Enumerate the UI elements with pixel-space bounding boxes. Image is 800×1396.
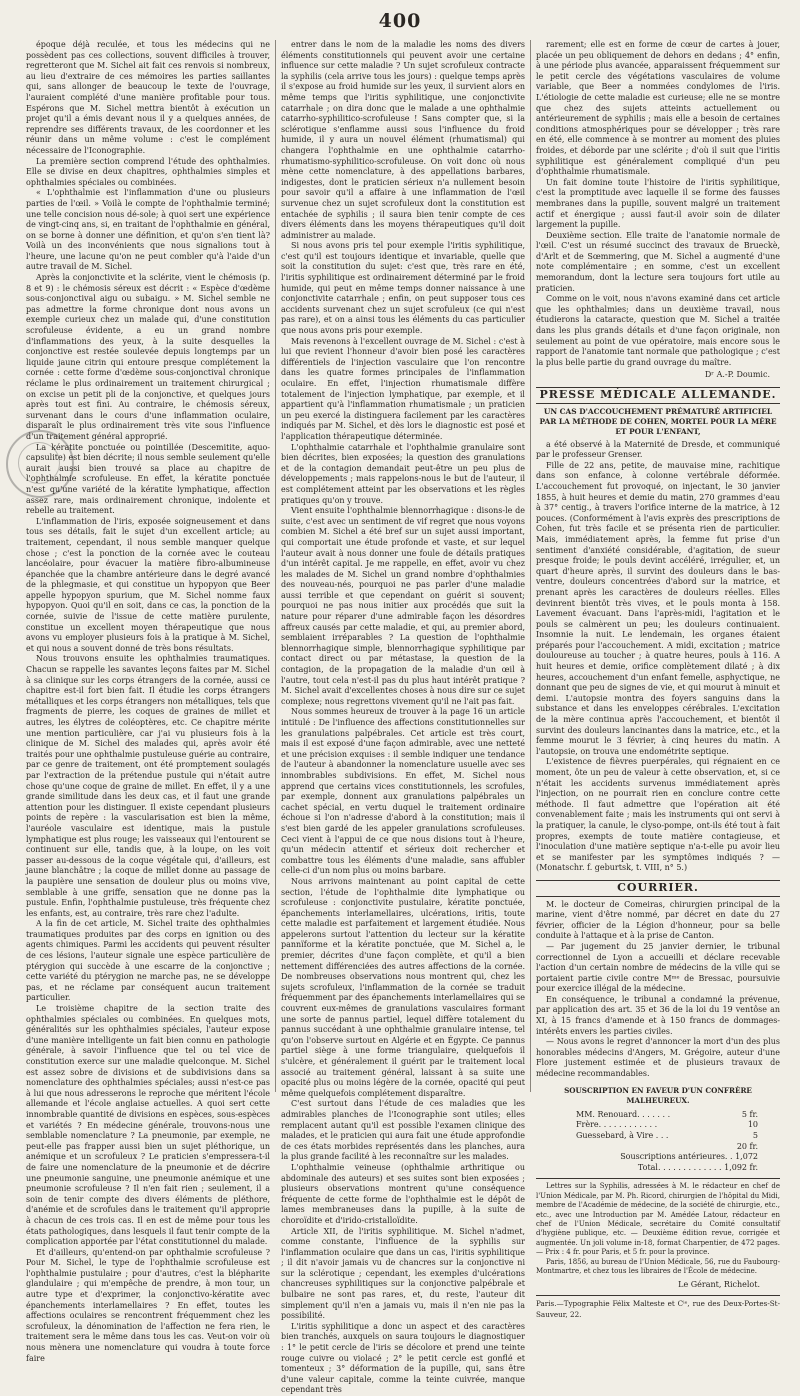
paragraph: A la fin de cet article, M. Sichel traite des ophthalmies traumatiques produites par des corps en ignition ou des agents chimiques. Parmi les accidents qui peuvent résulter de ces lésions, l'auteur signale une espèce particulière de ptérygion qui succède à une escarre de la conjonctive ; cette variété du ptérygion ne marche pas, ne se développe pas, et ne réclame par conséquent aucun traitement particulier. [26,919,270,1003]
paragraph: Comme on le voit, nous n'avons examiné dans cet article que les ophthalmies; dans un deuxième travail, nous étudierons la cataracte, question que M. Sichel a traitée dans les plus grands détails et d'une façon originale, non seulement au point de vue opératoire, mais encore sous le rapport de l'anatomie tant normale que pathologique ; c'est la plus belle partie du grand ouvrage du maître. [536,294,780,367]
paragraph: La kératite ponctuée ou pointillée (Descemitite, aquo-capsulite) est bien décrite; il nous semble seulement qu'elle aurait aussi bien trouvé sa place au chapitre de l'ophthalmie scrofuleuse. En effet, la kératite ponctuée n'est qu'une variété de la kératite lymphatique, affection assez rare, mais ordinairement chronique, indolente et rebelle au traitement. [26,442,270,516]
paragraph: Nous trouvons ensuite les ophthalmies traumatiques. Chacun se rappelle les savantes leçons faites par M. Sichel à sa clinique sur les corps étrangers de la cornée, aussi ce chapitre est-il fort bien fait. Il étudie les corps étrangers métalliques et les corps étrangers non métalliques, tels que fragments de pierre, les coques de graines de millet et autres, les élytres de coléoptères, etc. Ce chapitre mérite une mention particulière, car j'ai vu plusieurs fois à la clinique de M. Sichel des malades qui, après avoir été traités pour une ophthalmie pustuleuse guérie au contraire, par ce genre de traitement, ont été promptement soulagés par l'extraction de la prétendue pustule qui n'était autre chose qu'une coque de graine de millet. En effet, il y a une grande similitude dans les deux cas, et il faut une grande attention pour les distinguer. Il existe cependant plusieurs points de repère : la vascularisation est bien la même, l'auréole vasculaire est identique, mais la pustule lymphatique est plus rouge; les vaisseaux qui l'entourent se continuent sur elle, tandis que, à la loupe, on les voit passer au-dessous de la coque végétale qui, d'ailleurs, est jaune blanchâtre ; la coque de millet donne au passage de la paupière une sensation de douleur plus ou moins vive, semblable à une griffe, sensation que ne donne pas la pustule. Enfin, l'ophthalmie pustuleuse, très fréquente chez les enfants, est, au contraire, très rare chez l'adulte. [26,654,270,918]
book-notice: Lettres sur la Syphilis, adressées à M. le rédacteur en chef de l'Union Médicale, par M. Ph. Ricord, chirurgien de l'hôpital du Midi, membre de l'Académie de médecine, de la société de chirurgie, etc., etc., avec une Introduction par M. Amédée Latour, rédacteur en chef de l'Union Médicale, secrétaire du Comité consultatif d'hygiène publique, etc. — Deuxième édition revue, corrigée et augmentée. Un joli volume in-18, format Charpentier, de 472 pages. — Prix : 4 fr. pour Paris, et 5 fr. pour la province. [536,1178,780,1257]
paragraph: C'est surtout dans l'étude de ces maladies que les admirables planches de l'Iconographie sont utiles; elles remplacent autant qu'il est possible l'examen clinique des malades, et le praticien qui aura fait une étude approfondie de ces états morbides représentés dans les planches, aura la plus grande facilité à les reconnaître sur les malades. [281,1099,525,1162]
paragraph: « L'ophthalmie est l'inflammation d'une ou plusieurs parties de l'œil. » Voilà le compte de l'ophthalmie terminé; une telle concision nous dé-sole; à quoi sert une expérience de vingt-cinq ans, si, en traitant de l'ophthalmie en général, on se borne à donner une définition, et qu'on s'en tient là? Voilà un des inconvénients que nous signalions tout à l'heure, une lacune qu'on ne peut combler qu'à l'aide d'un autre travail de M. Sichel. [26,188,270,272]
column-right [536,40,780,1319]
paragraph: Nous sommes heureux de trouver à la page 16 un article intitulé : De l'influence des affections constitutionnelles sur les granulations palpébrales. Cet article est très court, mais il est exposé d'une façon admirable, avec une netteté et une précision exquises : il semble indiquer une tendance de l'auteur à abandonner la nomenclature usuelle avec ses innombrables subdivisions. En effet, M. Sichel nous apprend que certains vices constitutionnels, les scrofules, par exemple, donnent aux granulations palpébrales un cachet spécial, en vertu duquel le traitement ordinaire échoue si l'on n'adresse d'abord à la constitution; mais il s'est bien gardé de les appeler granulations scrofuleuses. Ceci vient à l'appui de ce que nous disions tout à l'heure, qu'un médecin attentif et sérieux doit rechercher et combattre tous les éléments d'une maladie, sans affubler celle-ci d'un nom plus ou moins barbare. [281,707,525,876]
paragraph: Après la conjonctivite et la sclérite, vient le chémosis (p. 8 et 9) : le chémosis séreux est décrit : « Espèce d'œdème sous-conjonctival aigu ou subaigu. » M. Sichel semble ne pas admettre la forme chronique dont nous avons un exemple curieux chez un malade qui, d'une constitution scrofuleuse évidente, a eu un grand nombre d'inflammations des yeux, à la suite desquelles la conjonctive est restée soulevée depuis longtemps par un liquide jaune citrin qui entoure presque complétement la cornée : cette forme d'œdème sous-conjonctival chronique réclame le plus ordinairement un traitement chirurgical ; on excise un petit pli de la conjonctive, et quelques jours après tout est fini. Au contraire, le chémosis séreux, survenant dans le cours d'une inflammation oculaire, disparaît le plus ordinairement très vite sous l'influence d'un traitement général approprié. [26,273,270,441]
paragraph: époque déjà reculée, et tous les médecins qui ne possèdent pas ces collections, souvent difficiles à trouver, regretteront que M. Sichel ait fait ces renvois si nombreux, au lieu d'extraire de ces mémoires les parties saillantes qui, sans allonger de beaucoup le texte de l'ouvrage, l'auraient complété d'une manière profitable pour tous. Espérons que M. Sichel mettra bientôt à exécution un projet qu'il a émis devant nous il y a quelques années, de reprendre ses différents travaux, de les coordonner et les réunir dans un même volume : c'est le complément nécessaire de l'Iconographie. [26,40,270,155]
column-middle [281,40,525,1395]
subscription-row [536,1131,780,1142]
paragraph: — Nous avons le regret d'annoncer la mort d'un des plus honorables médecins d'Angers, M. Grégoire, auteur d'une Flore justement estimée et de plusieurs travaux de médecine recommandables. [536,1037,780,1079]
section-heading-courrier: COURRIER. [536,880,780,897]
paragraph: Si nous avons pris tel pour exemple l'iritis syphilitique, c'est qu'il est toujours identique et invariable, quelle que soit la constitution du sujet: c'est que, très rare en été, l'iritis syphilitique est ordinairement déterminé par le froid humide, qui peut en même temps donner naissance à une conjonctivite catarrhale ; enfin, on peut supposer tous ces accidents survenant chez un sujet scrofuleux (ce qui n'est pas rare), et on a ainsi tous les éléments du cas particulier que nous avons pris pour exemple. [281,241,525,336]
paragraph: L'ophthalmie veineuse (ophthalmie arthritique ou abdominale des auteurs) et ses suites sont bien exposées ; plusieurs observations montrent qu'une conséquence fréquente de cette forme de l'ophthalmie est le dépôt de lames membraneuses dans la pupille, à la suite de choroïdite et d'irido-cristalloïdite. [281,1162,525,1225]
section-heading-press: PRESSE MÉDICALE ALLEMANDE. [536,387,780,404]
paragraph: Et d'ailleurs, qu'entend-on par ophthalmie scrofuleuse ? Pour M. Sichel, le type de l'ophthalmie scrofuleuse est l'ophthalmie pustulaire ; pour d'autres, c'est la blépharite glandulaire ; qui m'empêche de prendre, à mon tour, un autre type et d'exprimer, la conjonctivo-kératite avec épanchements interlamellaires ? En effet, toutes les affections oculaires se rencontrent fréquemment chez les scrofuleux, la dénomination de l'affection ne fera rien, le traitement sera le même dans tous les cas. Veut-on voir où nous mènera une nomenclature qui voudra à toute force faire [26,1247,270,1363]
subscriber-amount: 10 [747,1120,758,1130]
author-signature: Dʳ A.-P. Doumic. [704,370,770,380]
subscription-row [536,1110,780,1121]
book-notice-address: Paris, 1856, au bureau de l'Union Médicale, 56, rue du Faubourg-Montmartre, et chez tous les libraires de l'École de médecine. [536,1257,780,1276]
paragraph: La première section comprend l'étude des ophthalmies. Elle se divise en deux chapitres, ophthalmies simples et ophthalmies spéciales ou combinées. [26,156,270,187]
paragraph: a été observé à la Maternité de Dresde, et communiqué par le professeur Grenser. [536,439,780,460]
paragraph: Fille de 22 ans, petite, de mauvaise mine, rachitique dans son enfance, à colonne vertébrale déformée. L'accouchement fut provoqué, on injectant, le 30 janvier 1855, à huit heures et demie du matin, 270 grammes d'eau à 37° centig., à travers l'orifice interne de la matrice, à 12 pouces. (Conformément à l'avis exprès des prescriptions de Cohen, fut très facile et se présenta rien de particulier. Mais, immédiatement après, la femme fut prise d'un sentiment d'anxiété considérable, d'agitation, de sueur presque froide; le pouls devint accéléré, irrégulier, et, un quart d'heure après, il survint des douleurs dans le bas-ventre, douleurs concentrées d'abord sur la matrice, et prenant après les caractères de douleurs réelles. Elles devinrent bientôt très vives, et le pouls monta à 158. Lavement évacuant. Dans l'après-midi, l'agitation et le pouls se calmèrent un peu; les douleurs continuaient. Insomnie la nuit. Le lendemain, les organes étaient préparés pour l'accouchement. A midi, excitation ; matrice douloureuse au toucher ; à quatre heures, pouls à 116. A huit heures et demie, orifice complètement dilaté ; à dix heures, accouchement d'un enfant femelle, asphyctique, ne donnant que peu de signes de vie, et qui mourut à minuit et demi. L'autopsie montra des foyers sanguins dans la substance et dans les enveloppes cérébrales. L'excitation de la mère continua après l'accouchement, et bientôt il survint des douleurs lancinantes dans la matrice, etc., et la femme mourut le 3 février, à cinq heures du matin. A l'autopsie, on trouva une endométrite septique. [536,460,780,756]
paragraph: M. le docteur de Comeiras, chirurgien principal de la marine, vient d'être nommé, par décret en date du 27 février, officier de la Légion d'honneur, pour sa belle conduite à l'attaque et à la prise de Canton. [536,899,780,941]
subscription-total: Total. . . . . . . . . . . . . 1,092 fr. [637,1162,758,1172]
printer-imprint: Paris.—Typographie Félix Malteste et Cⁱᵉ, rue des Deux-Portes-St-Sauveur, 22. [536,1295,780,1320]
paragraph: Un fait domine toute l'histoire de l'iritis syphilitique, c'est la promptitude avec laquelle il se forme des fausses membranes dans la pupille, souvent malgré un traitement actif et énergique ; aussi faut-il avoir soin de dilater largement la pupille. [536,177,780,230]
subscription-title: SOUSCRIPTION EN FAVEUR D'UN CONFRÈRE MALHEUREUX. [564,1085,752,1106]
page-number: 400 [378,10,422,32]
paragraph: L'iritis syphilitique a donc un aspect et des caractères bien tranchés, auxquels on saura toujours le diagnostiquer : 1° le petit cercle de l'iris se décolore et prend une teinte rouge cuivre ou violacé ; 2° le petit cercle est gonflé et tomenteux ; 3° déformation de la pupille, qui, sans être d'une valeur capitale, comme la teinte cuivrée, manque cependant très [281,1321,525,1395]
paragraph: Mais revenons à l'excellent ouvrage de M. Sichel : c'est à lui que revient l'honneur d'avoir bien posé les caractères différentiels de l'injection vasculaire que l'on rencontre dans les quatre formes principales de l'inflammation oculaire. En effet, l'injection rhumatismale diffère totalement de l'injection lymphatique, par exemple, et il appartient qu'à l'inflammation rhumatismale ; un praticien un peu exercé la distinguera facilement par les caractères indiqués par M. Sichel, et dès lors le diagnostic est posé et l'application thérapeutique déterminée. [281,336,525,441]
paragraph: — Par jugement du 25 janvier dernier, le tribunal correctionnel de Lyon a accueilli et déclare recevable l'action d'un certain nombre de médecins de la ville qui se portaient partie civile contre Mᵐᵉ de Bressac, poursuivie pour exercice illégal de la médecine. [536,941,780,994]
subscription-row [536,1120,780,1131]
paragraph: L'existence de fièvres puerpérales, qui régnaient en ce moment, ôte un peu de valeur à cette observation, et, si ce n'était les accidents survenus immédiatement après l'injection, on ne pourrait rien en conclure contre cette méthode. Il faut admettre que l'opération ait été convenablement faite ; mais les instruments qui ont servi à la pratiquer, la canule, le clyso-pompe, ont-ils été tout à fait propres, exempts de toute matière contagieuse, et l'inoculation d'une matière septique n'a-t-elle pu avoir lieu et se manifester par les symptômes indiqués ? — (Monatschr. f. geburtsk, t. VIII, n° 5.) [536,757,780,873]
subscriber-name: MM. Renouard. . . . . . . [576,1109,671,1119]
subscriber-name: Frère. . . . . . . . . . . . [576,1120,658,1130]
paragraph: Le troisième chapitre de la section traite des ophthalmies spéciales ou combinées. En quelques mots, généralités sur les ophthalmies spéciales, l'auteur expose d'une manière intelligente un fait bien connu en pathologie générale, à savoir l'influence que tel ou tel vice de constitution exerce sur une maladie quelconque. M. Sichel est assez sobre de divisions et de subdivisions dans sa nomenclature des ophthalmies spéciales; aussi n'est-ce pas à lui que nous adresserons le reproche que méritent l'école allemande et l'école anglaise actuelles. A quoi sert cette innombrable quantité de divisions en espèces, sous-espèces et variétés ? En médecine générale, trouvons-nous une semblable nomenclature ? La pneumonie, par exemple, ne peut-elle pas frapper aussi bien un sujet pléthorique, un anémique et un scrofuleux ? Le praticien s'empressera-t-il de faire une nomenclature de la pneumonie et de décrire une pneumonie sanguine, une pneumonie anémique et une pneumonie scrofuleuse ? Il n'en fait rien ; seulement, il a soin de tenir compte des divers éléments de pléthore, d'anémie et de scrofules dans le traitement qu'il approprie à chacun de ces trois cas. Il en est de même pour tous les états pathologiques, dans lesquels il faut tenir compte de la complication apportée par l'état constitutionnel du malade. [26,1004,270,1247]
paragraph: entrer dans le nom de la maladie les noms des divers éléments constitutionnels qui peuvent avoir une certaine influence sur cette maladie ? Un sujet scrofuleux contracte la syphilis (cela arrive tous les jours) : quelque temps après il s'expose au froid humide sur les yeux, il survient alors en même temps que l'iritis syphilitique, une conjonctivite catarrhale ; on dira donc que le malade a une ophthalmie catarrho-syphilitico-scrofuleuse ! Sans compter que, si la sclérotique s'enflamme aussi sous l'influence du froid humide, il y aura un nouvel élément (rhumatismal) qui changera l'ophthalmie en une ophthalmie catarrho-rhumatismo-syphilitico-scrofuleuse. On voit donc où nous mène cette nomenclature, à des appellations barbares, indigestes, dont le praticien sérieux n'a nullement besoin pour savoir qu'il a affaire à une inflammation de l'œil survenue chez un sujet scrofuleux dont la constitution est entachée de syphilis ; il saura bien tenir compte de ces divers éléments dans les moyens thérapeutiques qu'il doit administrer au malade. [281,40,525,240]
column-left [26,40,270,1363]
paragraph: Deuxième section. Elle traite de l'anatomie normale de l'œil. C'est un résumé succinct des travaux de Brueckè, d'Arlt et de Sœmmering, que M. Sichel a augmenté d'une note complémentaire ; en somme, c'est un excellent memorandum, dont la lecture sera toujours fort utile au praticien. [536,230,780,293]
paragraph: Nous arrivons maintenant au point capital de cette section, l'étude de l'ophthalmie dite lymphatique ou scrofuleuse : conjonctivite pustulaire, kératite ponctuée, épanchements interlamellaires, ulcérations, iritis, toute cette maladie est parfaitement et largement étudiée. Nous appelerons surtout l'attention du lecteur sur la kératite pannïforme et la kératite ponctuée, que M. Sichel a, le premier, décrites d'une façon complète, et qu'il a bien nettement différenciées des autres affections de la cornée. De nombreuses observations nous montrent qui, chez les sujets scrofuleux, l'inflammation de la cornée se traduit fréquemment par des épanchements interlamellaires qui se couvrent eux-mêmes de granulations vasculaires formant une sorte de pannus partiel, lequel diffère totalement du pannus succédant à une ophthalmie granulaire intense, tel qu'on l'observe surtout en Algérie et en Égypte. Ce pannus partiel siège à une forme triangulaire, quelquefois il s'ulcère, et généralement il guérit par le traitement local associé au traitement général, laissant à sa suite une opacité plus ou moins légère de la cornée, opacité qui peut même quelquefois complétement disparaître. [281,876,525,1098]
subscriber-name: Guessebard, à Vire . . . [576,1131,669,1140]
column-rule [275,40,276,1092]
manager-signature: Le Gérant, Richelot. [678,1280,760,1290]
paragraph: L'ophthalmie catarrhale et l'ophthalmie granulaire sont bien décrites, bien exposées; la question des granulations et de la contagion demandait peut-être un peu plus de développements ; mais rappelons-nous le but de l'auteur, il est complétement atteint par les observations et les règles pratiques qu'on y trouve. [281,442,525,505]
paragraph: Article XII, de l'iritis syphilitique. M. Sichel n'admet, comme constante, l'influence de la syphilis sur l'inflammation oculaire que dans un cas, l'iritis syphilitique ; il dit n'avoir jamais vu de chancres sur la conjonctive ni sur la sclérotique ; cependant, les exemples d'ulcérations chancreuses syphilitiques sur la conjonctive palpébrale et bulbaire ne sont pas rares, et, du reste, l'auteur dit simplement qu'il n'en a jamais vu, mais il n'en nie pas la possibilité. [281,1226,525,1321]
subscriber-amount: 5 [752,1131,758,1140]
subscriber-amount: 5 fr. [741,1109,758,1119]
subscription-previous: Souscriptions antérieures. . 1,072 [620,1152,758,1162]
paragraph: Vient ensuite l'ophthalmie blennorrhagique : disons-le de suite, c'est avec un sentiment de vif regret que nous voyons combien M. Sichel a été bref sur un sujet aussi important, qui comportait une étude profonde et vaste, et sur lequel l'auteur avait à nous donner une foule de détails pratiques d'un intérêt capital. Je me rappelle, en effet, avoir vu chez les malades de M. Sichel un grand nombre d'ophthalmies des nouveau-nés, pourquoi ne pas parler d'une maladie aussi terrible et que cependant on guérit si souvent; pourquoi ne pas nous initier aux procédés que suit la nature pour réparer d'une admirable façon les désordres affreux causés par cette maladie, et qui, au premier abord, semblaient irréparables ? La question de l'ophthalmie blennorrhagique simple, blennorrhagique syphilitique par contact direct ou par métastase, la question de la contagion, de la propagation de la maladie d'un œil à l'autre, tout cela n'est-il pas du plus haut intérêt pratique ? M. Sichel avait d'excellentes choses à nous dire sur ce sujet complexe; nous regrettons vivement qu'il ne l'ait pas fait. [281,506,525,706]
article-subheading: UN CAS D'ACCOUCHEMENT PRÉMATURÉ ARTIFICIEL PAR LA MÉTHODE DE COHEN, MORTEL POUR LA MÈRE ET POUR L'ENFANT, [539,406,777,436]
subscription-subtotal: 20 fr. [736,1141,758,1151]
paragraph: En conséquence, le tribunal a condamné la prévenue, par application des art. 35 et 36 de la loi du 19 ventôse an XI, à 15 francs d'amende et à 150 francs de dommages-intérêts envers les parties civiles. [536,994,780,1036]
paragraph: L'inflammation de l'iris, exposée soigneusement et dans tous ses détails, fait le sujet d'un excellent article; au traitement, cependant, il nous semble manquer quelque chose ; c'est la ponction de la cornée avec le couteau lancéolaire, pour évacuer la matière fibro-albumineuse épanchée que la chambre antérieure dans le degré avancé de la phlegmasie, et qui constitue un hypopyon que Beer appelle hypopyon spurium, que M. Sichel nomme faux hypopyon. Quoi qu'il en soit, dans ce cas, la ponction de la cornée, suivie de l'issue de cette matière purulente, constitue un excellent moyen thérapeutique que nous avons vu employer plusieurs fois à la pratique à M. Sichel, et qui nous a souvent donné de très bons résultats. [26,516,270,653]
column-rule [530,40,531,1092]
paragraph: rarement; elle est en forme de cœur de cartes à jouer, placée un peu obliquement de dehors en dedans ; 4° enfin, à une période plus avancée, apparaissent fréquemment sur le petit cercle des végétations vasculaires de volume variable, que Beer a nommées condylomes de l'iris. L'étiologie de cette maladie est curieuse; elle ne se montre que chez des sujets atteints actuellement ou antérieurement de syphilis ; mais elle a besoin de certaines conditions atmosphériques pour se développer ; très rare en été, elle commence à se montrer au moment des pluies froides, et déborde par une sclérite ; d'où il suit que l'iritis syphilitique est généralement compliqué d'un peu d'ophthalmie rhumatismale. [536,40,780,177]
